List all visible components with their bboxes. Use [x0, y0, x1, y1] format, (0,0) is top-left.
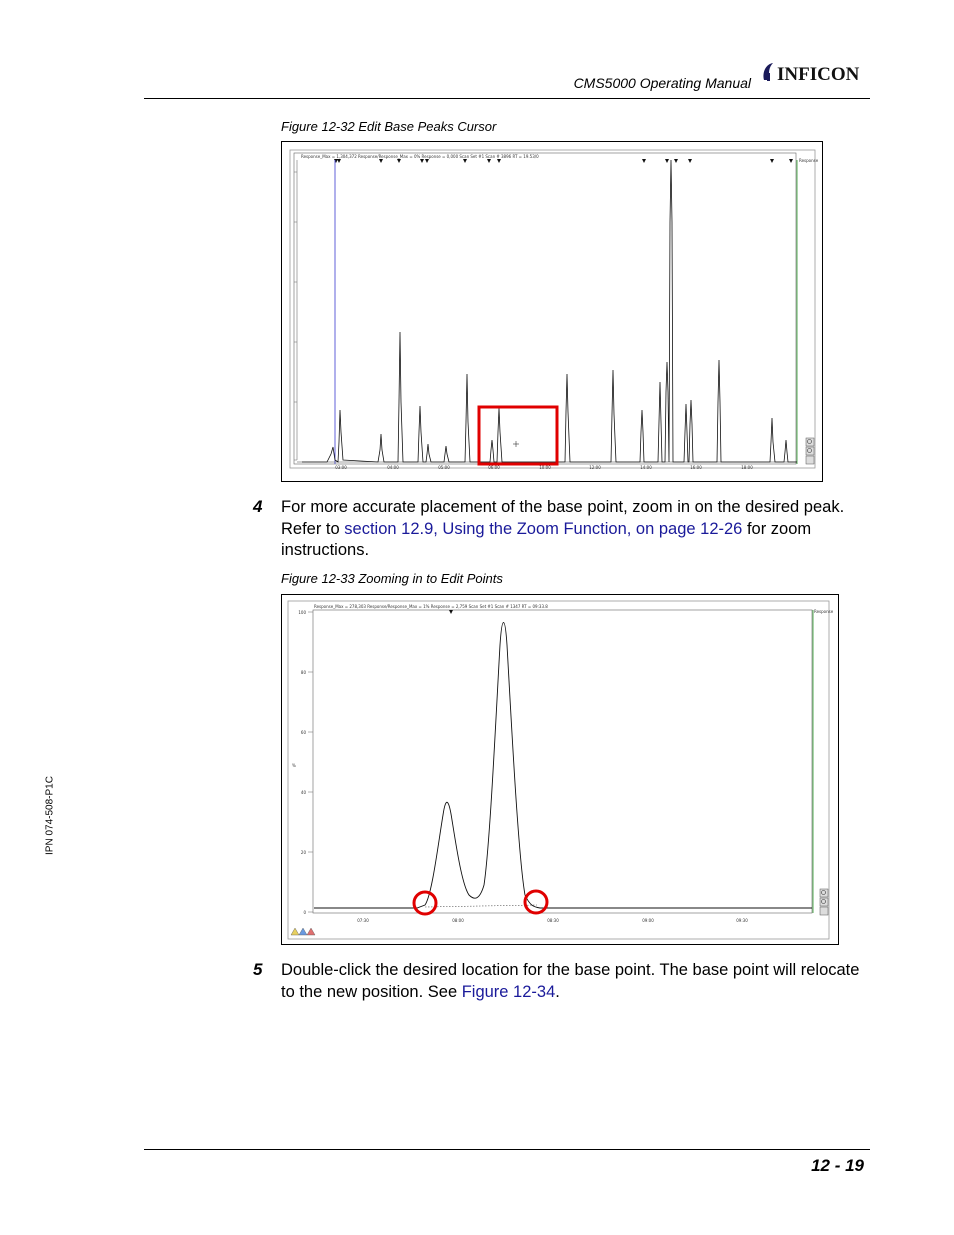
zoomed-chromatogram-trace — [314, 623, 812, 909]
edit-point-circle-left — [414, 892, 436, 914]
zoom-out-icon[interactable] — [820, 898, 828, 906]
svg-text:0: 0 — [303, 910, 306, 915]
toolbar-icons[interactable] — [291, 928, 315, 935]
fig1-status-line: Response_Max = 1,304,372 Response/Response_Max = 0% Response = 0,000 Scan Set #1 Scan # 3896 RT = 19.53/0 — [301, 154, 539, 159]
figure-12-34-link[interactable]: Figure 12-34 — [461, 982, 556, 1001]
step-5-text: Double-click the desired location for the base point. The base point will relocate to the new position. See Figure 12-34. — [281, 961, 860, 1001]
step-number-5: 5 — [253, 960, 263, 979]
svg-text:80: 80 — [300, 670, 306, 675]
reset-zoom-icon[interactable] — [806, 456, 814, 464]
base-peak-markers — [334, 159, 793, 163]
footer-rule — [144, 1149, 870, 1150]
svg-text:16:00: 16:00 — [690, 465, 702, 470]
fig1-right-label: Response — [799, 158, 819, 163]
document-id-label: IPN 074-508-P1C — [44, 776, 56, 855]
fig2-right-label: Response — [814, 609, 834, 614]
manual-title: CMS5000 Operating Manual — [573, 75, 751, 91]
zoom-in-icon[interactable] — [820, 889, 828, 897]
figure-zoom-edit-points — [281, 594, 839, 945]
svg-text:18:00: 18:00 — [741, 465, 753, 470]
svg-text:20: 20 — [300, 850, 306, 855]
svg-text:60: 60 — [300, 730, 306, 735]
svg-text:INFICON: INFICON — [777, 64, 860, 84]
svg-text:04:00: 04:00 — [387, 465, 399, 470]
reset-zoom-icon[interactable] — [820, 907, 828, 915]
svg-text:14:00: 14:00 — [640, 465, 652, 470]
svg-text:09:00: 09:00 — [642, 918, 654, 923]
svg-text:10:00: 10:00 — [539, 465, 551, 470]
step-4-text: For more accurate placement of the base point, zoom in on the desired peak. Refer to section 12.9, Using the Zoom Function, on page 12-26 for zoom instructions. — [281, 498, 845, 559]
svg-text:100: 100 — [298, 610, 306, 615]
svg-text:08:30: 08:30 — [547, 918, 559, 923]
section-12-9-link[interactable]: section 12.9, Using the Zoom Function, on page 12-26 — [344, 519, 743, 538]
fig2-status-line: Response_Max = 278,303 Response/Response_Max = 1% Response = 2,759 Scan Set #1 Scan # 1347 RT = 09:33.8 — [314, 604, 548, 609]
svg-text:05:00: 05:00 — [438, 465, 450, 470]
figure-caption-1: Figure 12-32 Edit Base Peaks Cursor — [281, 119, 497, 134]
step-number-4: 4 — [253, 497, 263, 516]
zoom-out-icon[interactable] — [806, 447, 814, 455]
inficon-logo — [760, 60, 875, 84]
edit-point-circle-right — [525, 891, 547, 913]
svg-text:09:30: 09:30 — [736, 918, 748, 923]
svg-text:03:00: 03:00 — [335, 465, 347, 470]
figure-edit-base-peaks — [281, 141, 823, 482]
crosshair-cursor-icon — [513, 441, 519, 447]
page-number: 12 - 19 — [811, 1156, 864, 1175]
zoom-in-icon[interactable] — [806, 438, 814, 446]
svg-text:07:30: 07:30 — [357, 918, 369, 923]
svg-text:08:00: 08:00 — [452, 918, 464, 923]
fig2-y-label: % — [292, 763, 296, 768]
chromatogram-trace — [302, 160, 797, 462]
figure-caption-2: Figure 12-33 Zooming in to Edit Points — [281, 571, 503, 586]
svg-text:06:00: 06:00 — [488, 465, 500, 470]
svg-text:40: 40 — [300, 790, 306, 795]
header-rule — [144, 98, 870, 99]
svg-text:12:00: 12:00 — [589, 465, 601, 470]
